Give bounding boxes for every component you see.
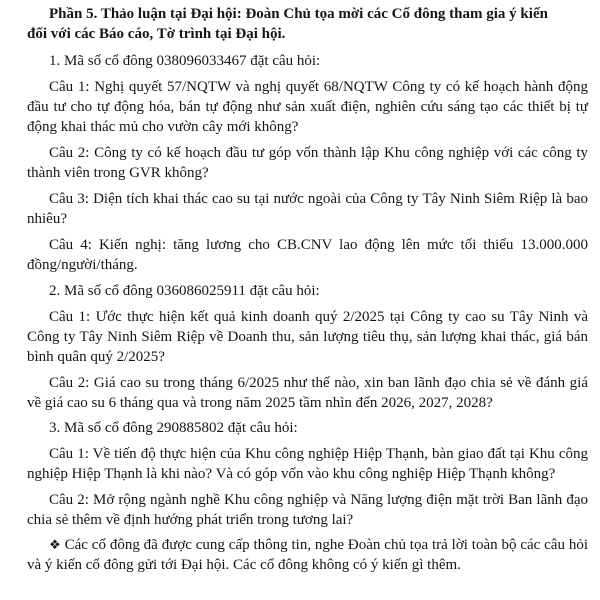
question-paragraph: Câu 3: Diện tích khai thác cao su tại nước ngoài của Công ty Tây Ninh Siêm Riệp là bao nhiêu? <box>27 191 588 227</box>
question-paragraph: Câu 1: Về tiến độ thực hiện của Khu công nghiệp Hiệp Thạnh, bàn giao đất tại Khu công nghiệp Hiệp Thạnh là khi nào? Và có góp vốn vào khu công nghiệp Hiệp Thạnh không? <box>27 446 588 482</box>
question-paragraph: Câu 2: Giá cao su trong tháng 6/2025 như thế nào, xin ban lãnh đạo chia sẻ về đánh giá về giá cao su 6 tháng qua và trong năm 2025 tầm nhìn đến 2026, 2027, 2028? <box>27 375 588 411</box>
section-title-line-1: Phần 5. Thảo luận tại Đại hội: Đoàn Chủ tọa mời các Cổ đông tham gia ý kiến <box>49 6 548 22</box>
shareholder-header: 2. Mã số cổ đông 036086025911 đặt câu hỏi: <box>49 283 320 299</box>
shareholder-header: 3. Mã số cổ đông 290885802 đặt câu hỏi: <box>49 420 298 436</box>
question-paragraph: Câu 2: Mở rộng ngành nghề Khu công nghiệp và Năng lượng điện mặt trời Ban lãnh đạo chia sẻ thêm về định hướng phát triển trong tương lai? <box>27 492 588 528</box>
question-paragraph: Câu 1: Ước thực hiện kết quả kinh doanh quý 2/2025 tại Công ty cao su Tây Ninh và Công ty Tây Ninh Siêm Riệp về Doanh thu, sản lượng tiêu thụ, sản lượng khai thác, giá bán bình quân quý 2/2025? <box>27 309 588 365</box>
diamond-bullet-icon: ❖ <box>49 537 61 552</box>
question-paragraph: Câu 2: Công ty có kế hoạch đầu tư góp vốn thành lập Khu công nghiệp với các công ty thành viên trong GVR không? <box>27 145 588 181</box>
conclusion-text: Các cổ đông đã được cung cấp thông tin, nghe Đoàn chủ tọa trả lời toàn bộ các câu hỏi và ý kiến cổ đông gửi tới Đại hội. Các cổ đông không có ý kiến gì thêm. <box>27 537 588 573</box>
section-heading <box>27 4 588 44</box>
question-paragraph: Câu 4: Kiến nghị: tăng lương cho CB.CNV lao động lên mức tối thiểu 13.000.000 đồng/người/tháng. <box>27 237 588 273</box>
shareholder-block-2 <box>27 281 588 413</box>
shareholder-block-1 <box>27 51 588 275</box>
question-paragraph: Câu 1: Nghị quyết 57/NQTW và nghị quyết 68/NQTW Công ty có kế hoạch hành động đầu tư cho tự động hóa, bán tự động như sản xuất điện, nghiên cứu sáng tạo các thiết bị tự động khai thác mủ cho vườn cây mới không? <box>27 79 588 135</box>
conclusion-paragraph <box>27 535 588 575</box>
section-title-line-2: đối với các Báo cáo, Tờ trình tại Đại hội. <box>27 26 286 42</box>
shareholder-block-3 <box>27 418 588 530</box>
shareholder-header: 1. Mã số cổ đông 038096033467 đặt câu hỏi: <box>49 53 321 69</box>
